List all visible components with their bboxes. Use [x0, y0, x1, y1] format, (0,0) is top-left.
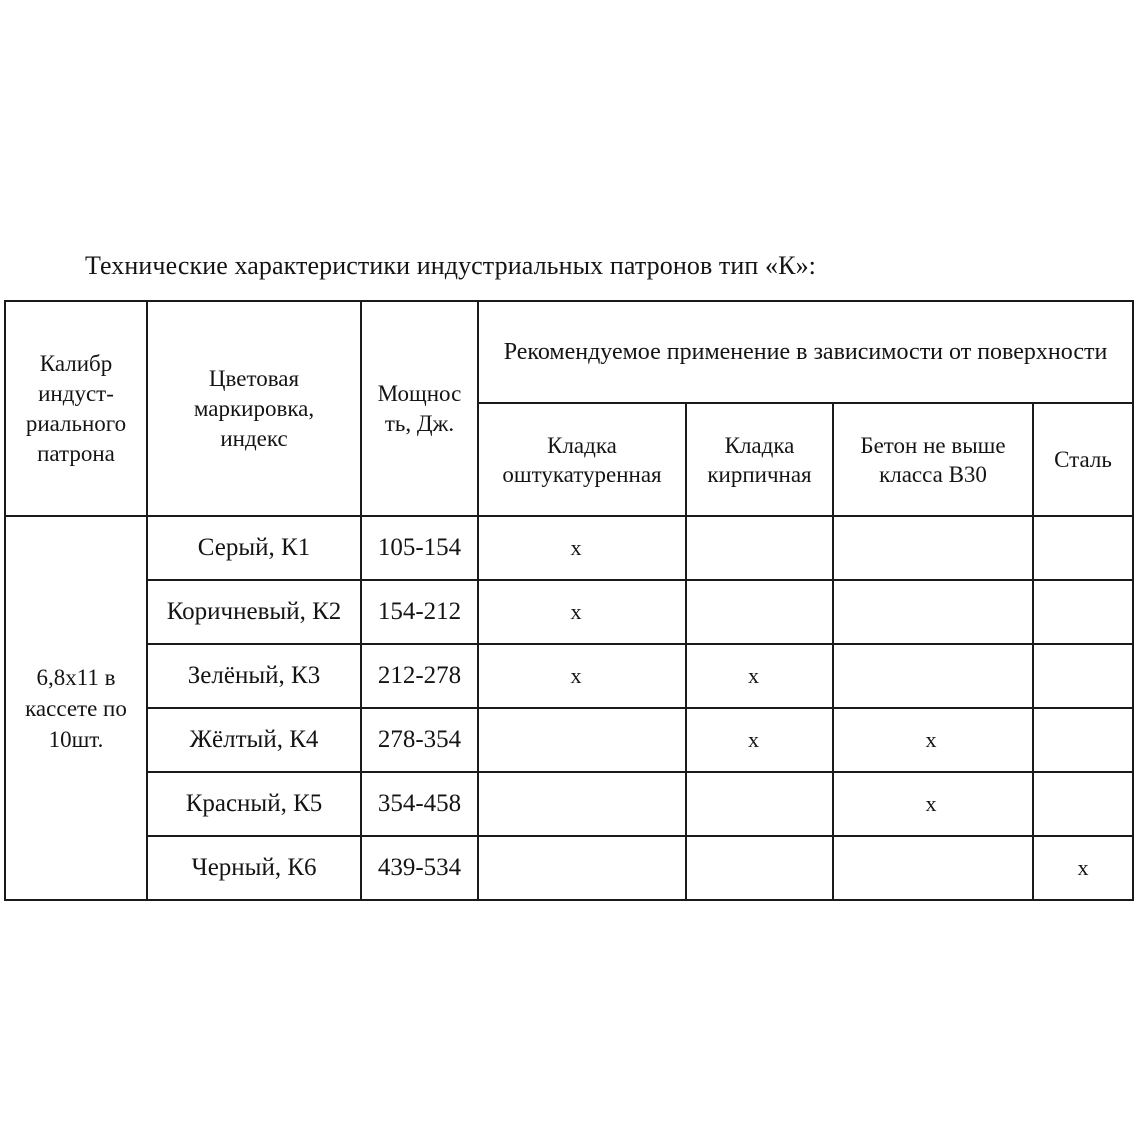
cell-color: Зелёный, К3: [147, 644, 361, 708]
header-sub-steel: Сталь: [1033, 403, 1133, 516]
cell-mark-steel: [1033, 580, 1133, 644]
header-sub-concrete-line-1: Бетон не выше: [860, 432, 1006, 458]
header-sub-brick-line-1: Кладка: [724, 432, 795, 458]
table-row: [5, 836, 1133, 900]
cell-caliber-line-1: 6,8х11 в: [36, 664, 116, 690]
header-caliber-line-1: Калибр: [39, 350, 113, 376]
table-row: [5, 772, 1133, 836]
cell-power: 439-534: [361, 836, 478, 900]
cell-mark-steel: [1033, 516, 1133, 580]
header-row-top: [5, 301, 1133, 403]
mark-x: х: [570, 599, 582, 624]
cell-mark-plaster: [478, 708, 686, 772]
cell-mark-steel: [1033, 708, 1133, 772]
cell-mark-brick: [686, 708, 833, 772]
cell-color: Серый, К1: [147, 516, 361, 580]
cell-mark-concrete: [833, 580, 1033, 644]
cell-mark-plaster: [478, 516, 686, 580]
header-sub-plaster: [478, 403, 686, 516]
cell-color: Коричневый, К2: [147, 580, 361, 644]
mark-x: х: [748, 663, 759, 688]
cell-mark-plaster: [478, 580, 686, 644]
header-application-group: Рекомендуемое применение в зависимости от поверхности: [478, 301, 1133, 403]
header-sub-plaster-line-1: Кладка: [547, 432, 617, 458]
header-color-marking: [147, 301, 361, 516]
cell-mark-steel: [1033, 644, 1133, 708]
cell-caliber-line-3: 10шт.: [48, 726, 104, 752]
header-power-line-2: ть, Дж.: [384, 410, 455, 436]
cell-mark-brick: [686, 644, 833, 708]
header-power-line-1: Мощнос: [377, 380, 462, 406]
cell-mark-brick: [686, 516, 833, 580]
cell-mark-plaster: [478, 644, 686, 708]
header-sub-concrete: [833, 403, 1033, 516]
header-caliber: [5, 301, 147, 516]
header-power: [361, 301, 478, 516]
cell-mark-concrete: [833, 516, 1033, 580]
table-body: [5, 516, 1133, 900]
cell-mark-concrete: [833, 644, 1033, 708]
header-color-marking-line-1: Цветовая: [208, 365, 300, 391]
mark-x: х: [925, 727, 937, 752]
header-caliber-line-4: патрона: [37, 440, 115, 466]
mark-x: х: [570, 663, 582, 688]
cell-mark-concrete: [833, 836, 1033, 900]
cell-power: 154-212: [361, 580, 478, 644]
table-caption: Технические характеристики индустриальных патронов тип «К»:: [85, 251, 816, 280]
cell-mark-plaster: [478, 836, 686, 900]
cell-mark-steel: [1033, 836, 1133, 900]
mark-x: х: [1077, 855, 1089, 880]
header-color-marking-line-3: индекс: [220, 425, 288, 451]
table-row: [5, 708, 1133, 772]
mark-x: х: [748, 727, 759, 752]
cell-mark-concrete: [833, 708, 1033, 772]
header-sub-brick: [686, 403, 833, 516]
mark-x: х: [570, 535, 582, 560]
spec-table-wrapper: [4, 300, 1132, 901]
cell-caliber-line-2: кассете по: [25, 695, 127, 721]
cell-mark-brick: [686, 772, 833, 836]
cell-power: 212-278: [361, 644, 478, 708]
header-sub-concrete-line-2: класса В30: [879, 461, 987, 487]
cell-mark-brick: [686, 836, 833, 900]
cell-mark-concrete: [833, 772, 1033, 836]
header-sub-plaster-line-2: оштукатуренная: [502, 461, 662, 487]
header-color-marking-line-2: маркировка,: [193, 395, 315, 421]
table-row: [5, 644, 1133, 708]
table-row: [5, 516, 1133, 580]
table-head: [5, 301, 1133, 516]
spec-table: [4, 300, 1134, 901]
cell-power: 105-154: [361, 516, 478, 580]
cell-power: 354-458: [361, 772, 478, 836]
cell-caliber-value: [5, 516, 147, 900]
cell-mark-plaster: [478, 772, 686, 836]
cell-color: Красный, К5: [147, 772, 361, 836]
header-caliber-line-3: риального: [25, 410, 127, 436]
cell-color: Черный, К6: [147, 836, 361, 900]
header-sub-brick-line-2: кирпичная: [707, 461, 812, 487]
cell-mark-brick: [686, 580, 833, 644]
mark-x: х: [925, 791, 937, 816]
table-row: [5, 580, 1133, 644]
cell-color: Жёлтый, К4: [147, 708, 361, 772]
cell-mark-steel: [1033, 772, 1133, 836]
cell-power: 278-354: [361, 708, 478, 772]
header-caliber-line-2: индуст-: [38, 380, 114, 406]
